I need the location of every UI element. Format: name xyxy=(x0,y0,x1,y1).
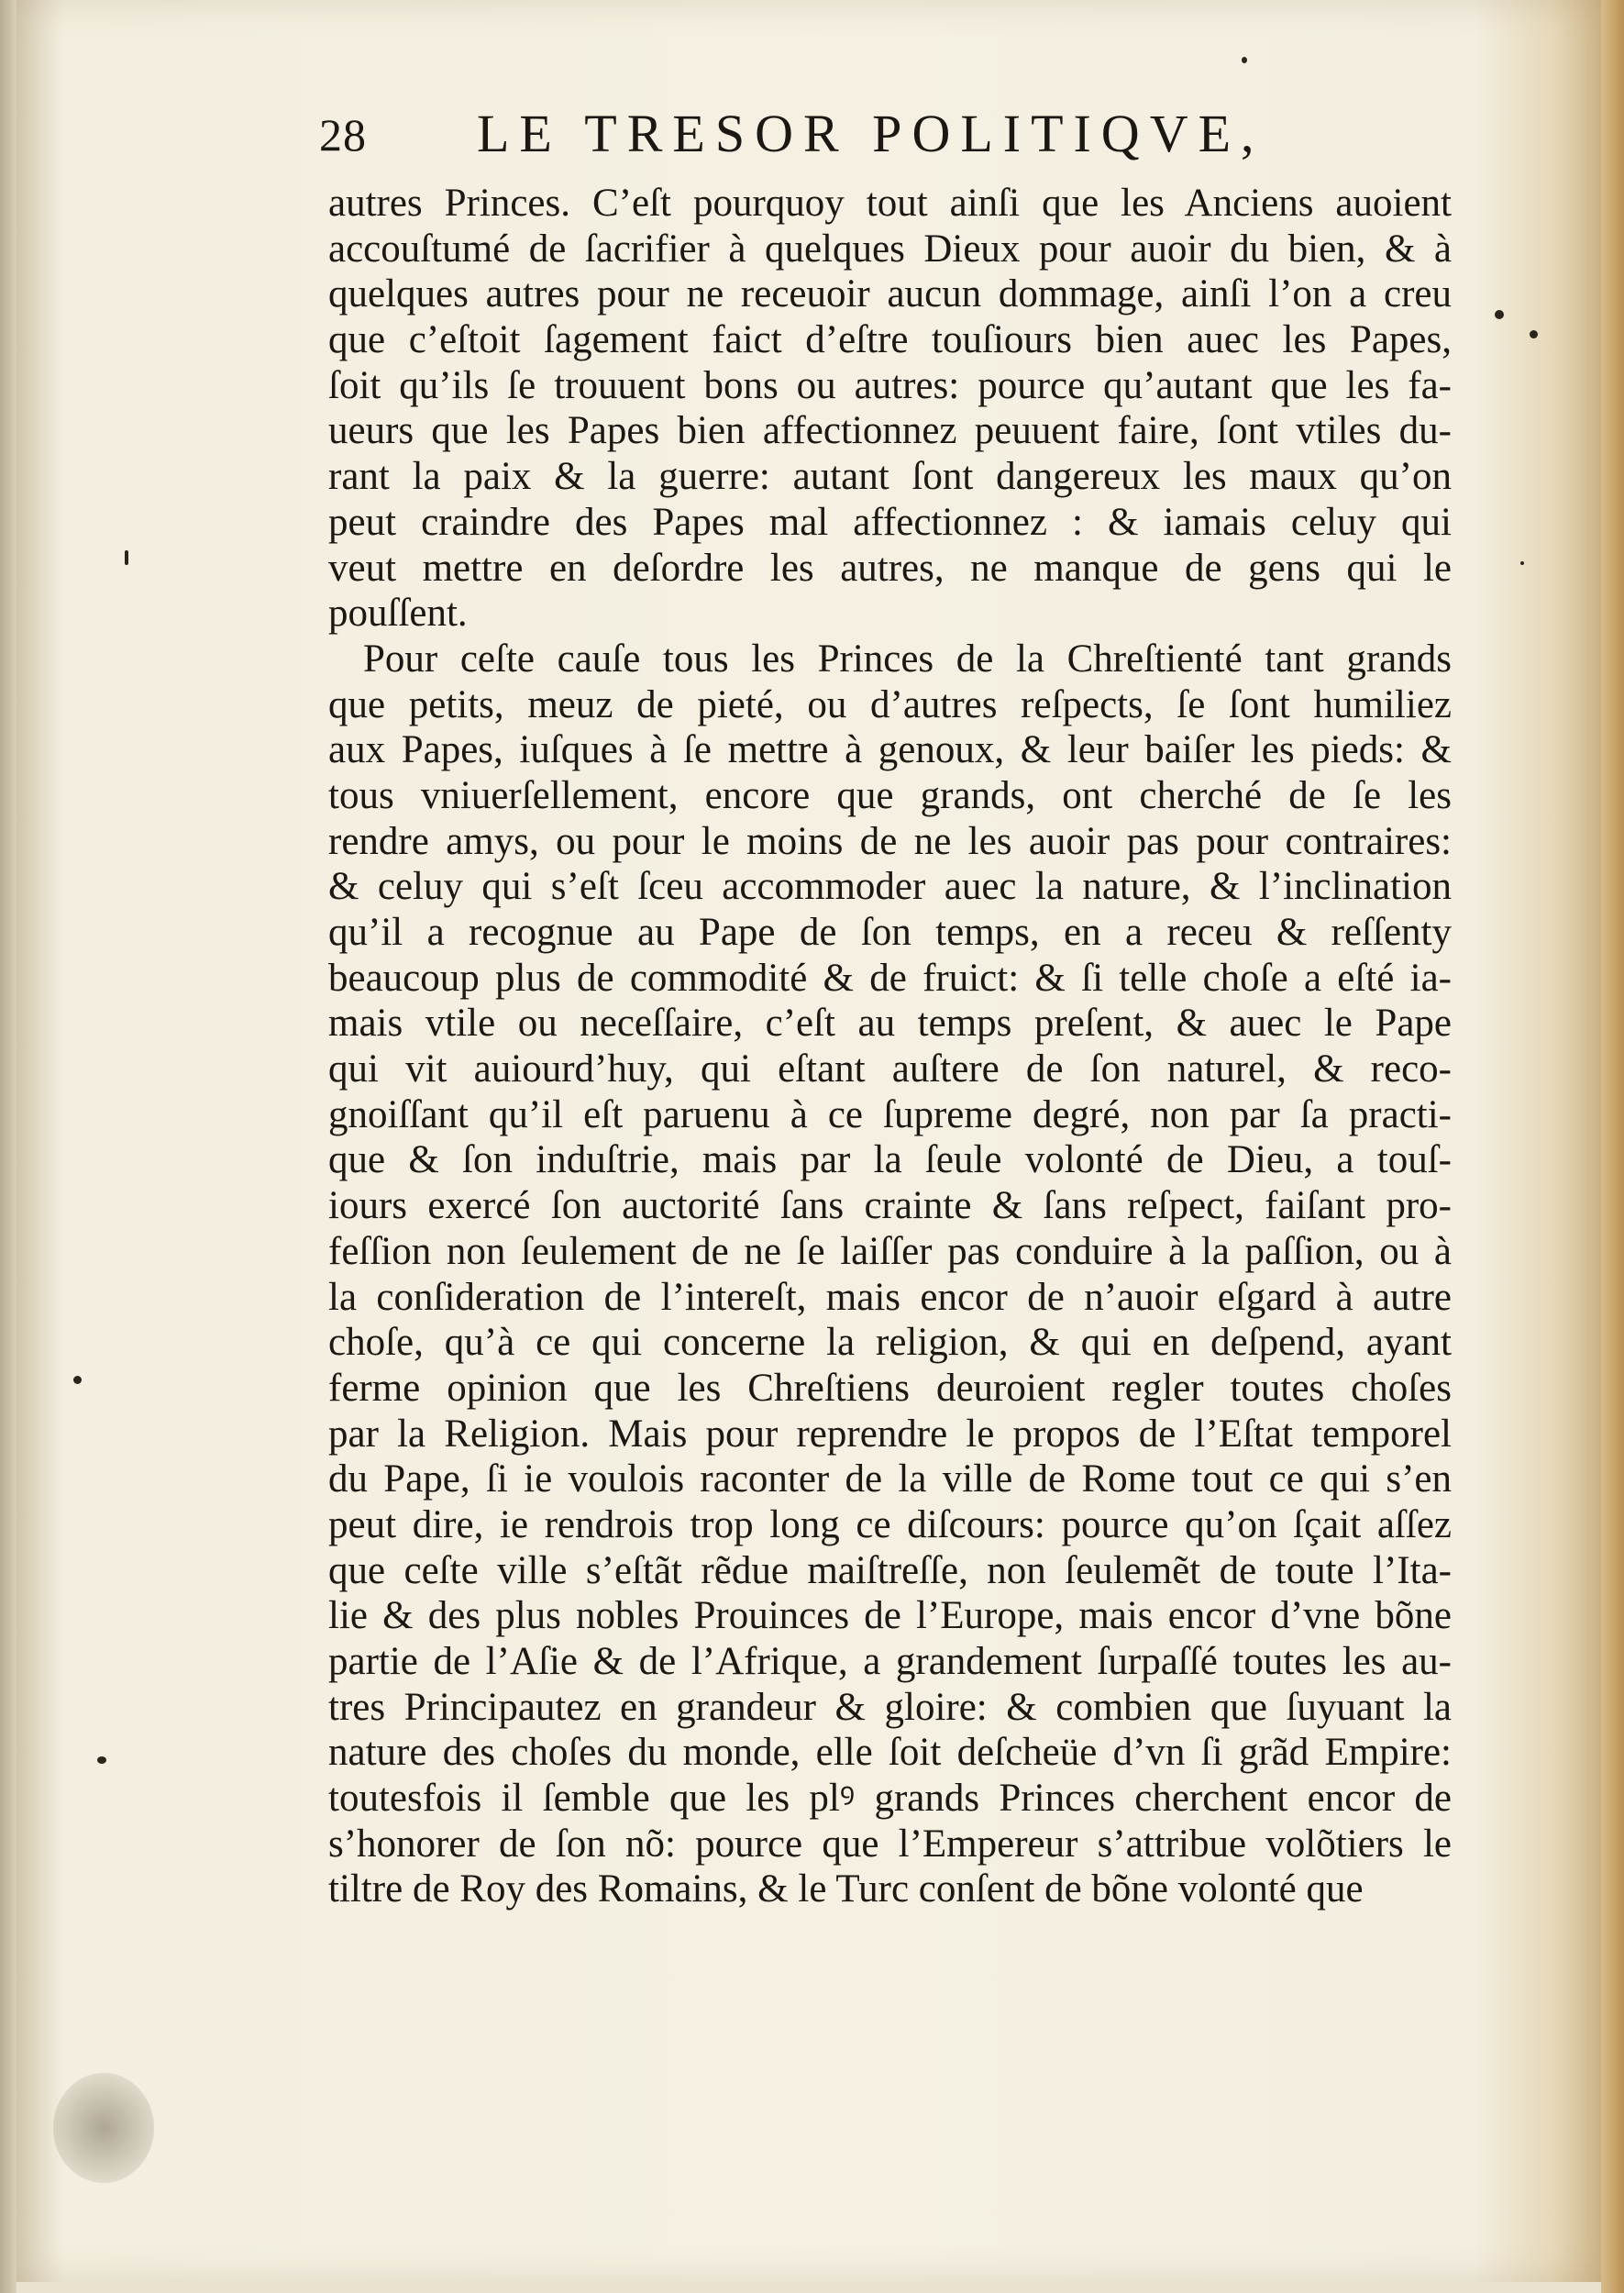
ink-speck xyxy=(1530,330,1538,338)
body-text xyxy=(328,181,1452,1912)
text-line: ſoit qu’ils ſe trouuent bons ou autres: pource qu’autant que les fa- xyxy=(328,363,1452,407)
text-line: que & ſon induſtrie, mais par la ſeule volonté de Dieu, a touſ- xyxy=(328,1138,1452,1182)
text-line: iours exercé ſon auctorité ſans crainte & ſans reſpect, faiſant pro- xyxy=(328,1184,1452,1228)
book-page xyxy=(17,0,1601,2282)
text-line: lie & des plus nobles Prouinces de l’Europe, mais encor d’vne bõne xyxy=(328,1594,1452,1638)
running-head xyxy=(319,103,1291,176)
text-line: & celuy qui s’eſt ſceu accommoder auec la nature, & l’inclination xyxy=(328,865,1452,909)
text-line: par la Religion. Mais pour reprendre le propos de l’Eſtat temporel xyxy=(328,1412,1452,1456)
text-line: rant la paix & la guerre: autant ſont dangereux les maux qu’on xyxy=(328,455,1452,499)
ink-speck xyxy=(1242,57,1247,63)
text-line: feſſion non ſeulement de ne ſe laiſſer pas conduire à la paſſion, ou à xyxy=(328,1229,1452,1273)
ink-speck xyxy=(73,1376,82,1384)
text-line: du Pape, ſi ie voulois raconter de la ville de Rome tout ce qui s’en xyxy=(328,1457,1452,1501)
page-fore-edge xyxy=(1601,0,1624,2293)
ink-speck xyxy=(125,550,128,565)
page-gutter-shadow xyxy=(0,0,17,2293)
text-line: partie de l’Aſie & de l’Afrique, a grandement ſurpaſſé toutes les au- xyxy=(328,1640,1452,1683)
ink-speck xyxy=(97,1756,106,1764)
running-title: LE TRESOR POLITIQVE, xyxy=(477,104,1265,163)
text-line: s’honorer de ſon nõ: pource que l’Empereur s’attribue volõtiers le xyxy=(328,1822,1452,1866)
text-line: toutesfois il ſemble que les plꝰ grands Princes cherchent encor de xyxy=(328,1777,1452,1821)
text-line: ferme opinion que les Chreſtiens deuroient regler toutes choſes xyxy=(328,1366,1452,1410)
text-line: quelques autres pour ne receuoir aucun dommage, ainſi l’on a creu xyxy=(328,272,1452,316)
text-line: rendre amys, ou pour le moins de ne les auoir pas pour contraires: xyxy=(328,819,1452,863)
text-line: qu’il a recognue au Pape de ſon temps, en a receu & reſſenty xyxy=(328,911,1452,954)
text-line: que c’eſtoit ſagement faict d’eſtre touſiours bien auec les Papes, xyxy=(328,318,1452,362)
text-line: autres Princes. C’eſt pourquoy tout ainſi que les Anciens auoient xyxy=(328,182,1452,225)
text-line: tres Principautez en grandeur & gloire: & combien que ſuyuant la xyxy=(328,1685,1452,1729)
text-line: tiltre de Roy des Romains, & le Turc conſent de bõne volonté que xyxy=(328,1867,1364,1911)
text-line: peut dire, ie rendrois trop long ce diſcours: pource qu’on ſçait aſſez xyxy=(328,1502,1452,1546)
page-number: 28 xyxy=(319,109,367,161)
paper-stain xyxy=(53,2073,154,2183)
text-line: la conſideration de l’intereſt, mais encor de n’auoir eſgard à autre xyxy=(328,1275,1452,1319)
text-line: nature des choſes du monde, elle ſoit deſcheüe d’vn ſi grãd Empire: xyxy=(328,1731,1452,1775)
text-line: que ceſte ville s’eſtãt rẽdue maiſtreſſe, non ſeulemẽt de toute l’Ita- xyxy=(328,1548,1452,1592)
text-line: pouſſent. xyxy=(328,592,468,636)
text-line: que petits, meuz de pieté, ou d’autres reſpects, ſe ſont humiliez xyxy=(328,682,1452,726)
text-line: gnoiſſant qu’il eſt paruenu à ce ſupreme degré, non par ſa practi- xyxy=(328,1092,1452,1136)
text-line: beaucoup plus de commodité & de fruict: & ſi telle choſe a eſté ia- xyxy=(328,956,1452,1000)
ink-speck xyxy=(1495,310,1504,319)
text-line: aux Papes, iuſques à ſe mettre à genoux, & leur baiſer les pieds: & xyxy=(328,728,1452,772)
text-line: tous vniuerſellement, encore que grands, ont cherché de ſe les xyxy=(328,773,1452,817)
text-line: qui vit auiourd’huy, qui eſtant auſtere de ſon naturel, & reco- xyxy=(328,1047,1452,1091)
text-line: ueurs que les Papes bien affectionnez peuuent faire, ſont vtiles du- xyxy=(328,409,1452,453)
text-line: Pour ceſte cauſe tous les Princes de la Chreſtienté tant grands xyxy=(363,637,1452,681)
text-line: peut craindre des Papes mal affectionnez : & iamais celuy qui xyxy=(328,500,1452,544)
text-line: choſe, qu’à ce qui concerne la religion, & qui en deſpend, ayant xyxy=(328,1321,1452,1365)
ink-speck xyxy=(1520,561,1524,565)
text-line: veut mettre en deſordre les autres, ne manque de gens qui le xyxy=(328,546,1452,590)
text-line: accouſtumé de ſacrifier à quelques Dieux pour auoir du bien, & à xyxy=(328,227,1452,271)
text-line: mais vtile ou neceſſaire, c’eſt au temps preſent, & auec le Pape xyxy=(328,1002,1452,1046)
